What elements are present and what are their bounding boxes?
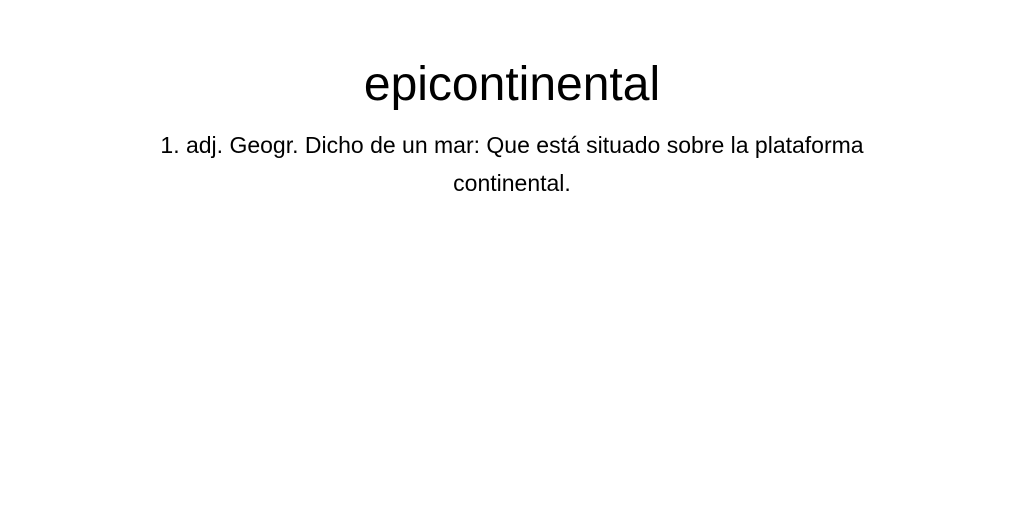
definition-text: 1. adj. Geogr. Dicho de un mar: Que está situado sobre la plataforma continental. — [160, 132, 864, 196]
headword-title: epicontinental — [363, 58, 661, 111]
